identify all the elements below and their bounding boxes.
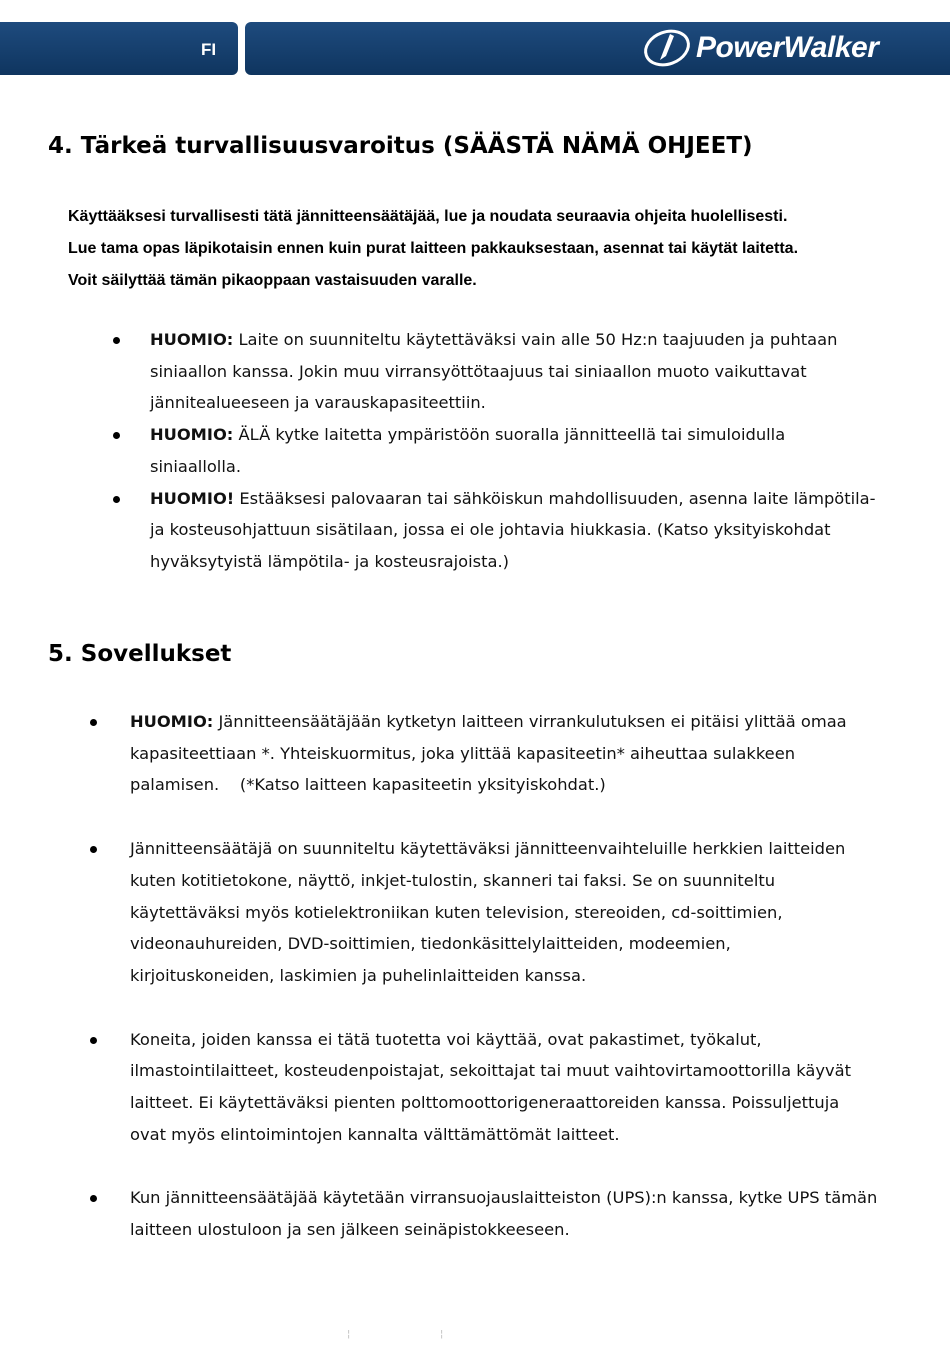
bullet-dot-icon	[90, 1037, 97, 1044]
text-line: hyväksytyistä lämpötila- ja kosteusrajoista.)	[150, 551, 510, 571]
text-line: jännitealueeseen ja varauskapasiteettiin.	[150, 393, 486, 413]
footer-mark: ¦	[440, 1329, 444, 1340]
text-line: kirjoituskoneiden, laskimien ja puhelinlaitteiden kanssa.	[130, 965, 587, 985]
text-line: videonauhureiden, DVD-soittimien, tiedonkäsittelylaitteiden, modeemien,	[130, 934, 731, 954]
bullet-dot-icon	[113, 496, 120, 503]
section-4-heading: 4. Tärkeä turvallisuusvaroitus (SÄÄSTÄ NÄMÄ OHJEET)	[48, 133, 753, 159]
bullet-dot-icon	[113, 432, 120, 439]
section-4-warnings	[150, 324, 910, 578]
power-swirl-icon	[640, 26, 694, 70]
application-item	[130, 706, 920, 801]
bullet-dot-icon	[113, 337, 120, 344]
text-line: ÄLÄ kytke laitetta ympäristöön suoralla jännitteellä tai simuloidulla	[233, 425, 786, 445]
warning-label: HUOMIO:	[150, 330, 234, 349]
text-line: siniaallon kanssa. Jokin muu virransyöttötaajuus tai siniaallon muoto vaikuttavat	[150, 361, 807, 381]
text-line: siniaallolla.	[150, 456, 242, 476]
text-line: ovat myös elintoimintojen kannalta välttämättömät laitteet.	[130, 1124, 620, 1144]
warning-item	[150, 324, 910, 419]
powerwalker-logo	[640, 26, 940, 70]
section-5-list	[130, 706, 920, 1246]
footer-mark: ¦	[347, 1329, 351, 1340]
brand-name: PowerWalker	[696, 31, 879, 64]
text-line: ja kosteusohjattuun sisätilaan, jossa ei ole johtavia hiukkasia. (Katso yksityiskohdat	[150, 520, 831, 540]
warning-label: HUOMIO!	[150, 488, 235, 508]
text-line: käytettäväksi myös kotielektroniikan kuten television, stereoiden, cd-soittimien,	[130, 902, 783, 922]
section-4-intro	[68, 201, 928, 297]
text-line: kuten kotitietokone, näyttö, inkjet-tulostin, skanneri tai faksi. Se on suunniteltu	[130, 870, 776, 890]
intro-line: Lue tama opas läpikotaisin ennen kuin purat laitteen pakkauksestaan, asennat tai käytät laitetta.	[68, 240, 799, 257]
language-label: FI	[201, 40, 217, 59]
intro-line: Käyttääksesi turvallisesti tätä jännitteensäätäjää, lue ja noudata seuraavia ohjeita huolellisesti.	[68, 208, 788, 225]
application-item	[130, 833, 920, 992]
text-line: Kun jännitteensäätäjää käytetään virransuojauslaitteiston (UPS):n kanssa, kytke UPS tämän	[130, 1188, 878, 1208]
section-5-heading: 5. Sovellukset	[48, 641, 232, 667]
text-line: laitteet. Ei käytettäväksi pienten polttomoottorigeneraattoreiden kanssa. Poissuljettuja	[130, 1093, 840, 1113]
text-line: Estääksesi palovaaran tai sähköiskun mahdollisuuden, asenna laite lämpötila-	[234, 488, 876, 508]
application-item	[130, 1182, 920, 1245]
warning-label: HUOMIO:	[130, 712, 214, 731]
bullet-dot-icon	[90, 719, 97, 726]
text-line: palamisen. (*Katso laitteen kapasiteetin yksityiskohdat.)	[130, 775, 606, 795]
text-line: Koneita, joiden kanssa ei tätä tuotetta voi käyttää, ovat pakastimet, työkalut,	[130, 1029, 762, 1049]
warning-label: HUOMIO:	[150, 425, 234, 445]
intro-line: Voit säilyttää tämän pikaoppaan vastaisuuden varalle.	[68, 272, 477, 289]
text-line: kapasiteettiaan *. Yhteiskuormitus, joka ylittää kapasiteetin* aiheuttaa sulakkeen	[130, 743, 796, 763]
text-line: Jännitteensäätäjään kytketyn laitteen virrankulutuksen ei pitäisi ylittää omaa	[213, 712, 847, 731]
text-line: Laite on suunniteltu käytettäväksi vain alle 50 Hz:n taajuuden ja puhtaan	[233, 330, 838, 349]
warning-item	[150, 419, 910, 482]
bullet-dot-icon	[90, 846, 97, 853]
application-item	[130, 1024, 920, 1151]
text-line: Jännitteensäätäjä on suunniteltu käytettäväksi jännitteenvaihteluille herkkien laitteiden	[130, 839, 846, 859]
text-line: laitteen ulostuloon ja sen jälkeen seinäpistokkeeseen.	[130, 1220, 570, 1240]
warning-item	[150, 483, 910, 578]
text-line: ilmastointilaitteet, kosteudenpoistajat, sekoittajat tai muut vaihtovirtamoottorilla käyvät	[130, 1061, 852, 1081]
bullet-dot-icon	[90, 1195, 97, 1202]
